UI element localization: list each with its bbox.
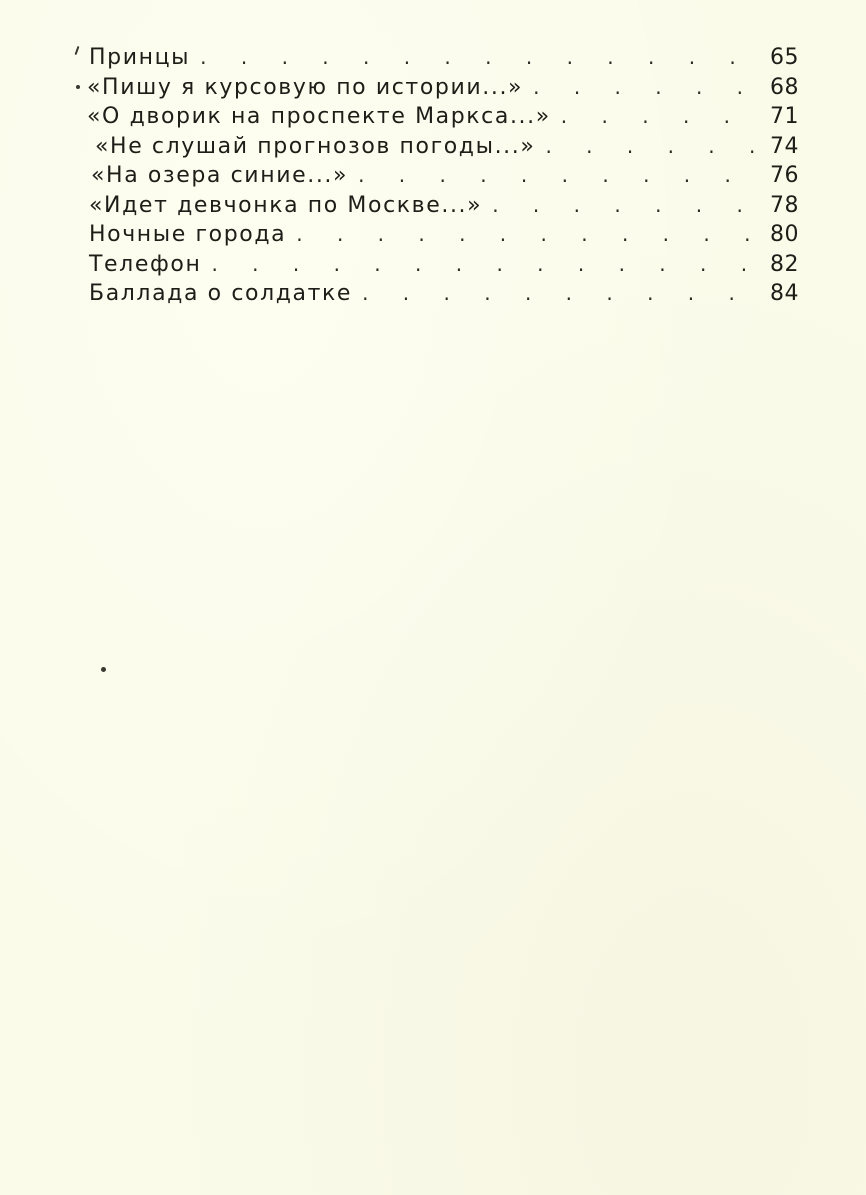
toc-entry-title: «На озера синие...»: [91, 163, 349, 188]
toc-entry: [89, 43, 799, 73]
ink-dot-mark: [76, 85, 80, 89]
ink-tick-mark: [75, 46, 80, 55]
toc-entry-title: «Не слушай прогнозов погоды...»: [95, 133, 536, 159]
dot-leader: [533, 73, 757, 103]
toc-entry-title: «О дворик на проспекте Маркса...»: [87, 104, 551, 129]
dot-leader: [362, 279, 757, 309]
toc-entry: [87, 73, 799, 103]
toc-entry: [89, 279, 799, 309]
dot-leader: [200, 43, 757, 73]
dot-leader: [211, 250, 757, 280]
toc-entry-page: 84: [770, 281, 799, 306]
toc-entry: [95, 132, 799, 162]
toc-entry-page: 82: [770, 251, 799, 277]
toc-entry-title: Ночные города: [89, 222, 287, 247]
toc-entry: [89, 191, 799, 221]
ink-dot-mark: [101, 667, 106, 672]
toc-entry-page: 68: [770, 74, 799, 100]
dot-leader: [561, 102, 757, 132]
table-of-contents: [89, 43, 799, 309]
toc-entry-page: 71: [770, 104, 799, 129]
toc-entry-page: 76: [770, 163, 799, 188]
toc-entry: [89, 220, 799, 250]
toc-entry-title: Баллада о солдатке: [89, 281, 353, 306]
toc-entry-page: 78: [770, 192, 799, 218]
toc-entry-page: 74: [770, 133, 799, 159]
dot-leader: [296, 220, 757, 250]
toc-entry: [87, 102, 799, 132]
toc-entry-title: Телефон: [89, 251, 202, 277]
toc-entry: [91, 161, 799, 191]
toc-entry-title: Принцы: [89, 45, 191, 70]
toc-entry: [89, 250, 799, 280]
toc-entry-page: 80: [770, 222, 799, 247]
toc-entry-page: 65: [770, 45, 799, 70]
dot-leader: [358, 161, 757, 191]
dot-leader: [492, 191, 757, 221]
toc-entry-title: «Пишу я курсовую по истории...»: [87, 74, 524, 100]
toc-entry-title: «Идет девчонка по Москве...»: [89, 192, 483, 218]
dot-leader: [545, 132, 757, 162]
